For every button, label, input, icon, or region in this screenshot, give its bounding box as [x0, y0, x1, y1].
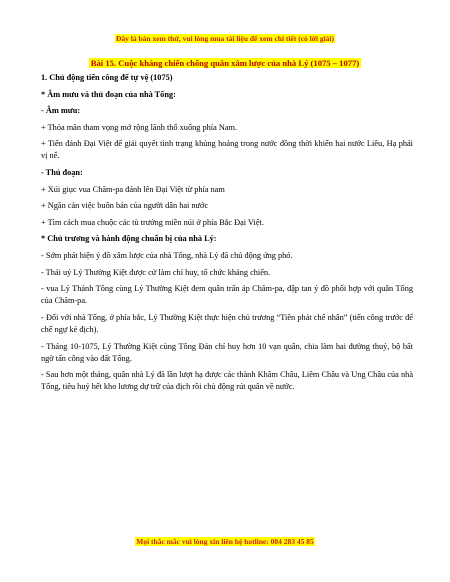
paragraph: - Tháng 10-1075, Lý Thường Kiệt cùng Tông Đản chỉ huy hơn 10 vạn quân, chia làm hai đường thuỷ, bộ bất ngờ tấn công vào đất Tống.: [41, 341, 413, 363]
paragraph: - vua Lý Thánh Tông cùng Lý Thường Kiệt đem quân trấn áp Chăm-pa, đập tan ý đồ phối hợp với quân Tống của Chăm-pa.: [41, 284, 413, 306]
paragraph: - Đối với nhà Tống, ở phía bắc, Lý Thường Kiệt thực hiện chủ trương “Tiên phát chế nhân” (tiến công trước để chế ngự kẻ địch).: [41, 312, 413, 334]
paragraph: + Xúi giục vua Chăm-pa đánh lên Đại Việt từ phía nam: [41, 184, 225, 194]
heading-ly-preparation: * Chủ trương và hành động chuẩn bị của nhà Lý:: [41, 234, 217, 244]
paragraph: + Tiến đánh Đại Việt để giải quyết tình trạng khủng hoảng trong nước đồng thời khiến hai nước Liêu, Hạ phải vị nể.: [41, 139, 413, 161]
paragraph: + Thỏa mãn tham vọng mở rộng lãnh thổ xuống phía Nam.: [41, 122, 238, 132]
lesson-title: [0, 58, 450, 68]
document-body: [41, 72, 413, 398]
paragraph: - Thái uý Lý Thường Kiệt được cử làm chỉ huy, tổ chức kháng chiến.: [41, 267, 271, 277]
heading-song-plot: * Âm mưu và thủ đoạn của nhà Tống:: [41, 89, 176, 99]
preview-notice-text: Đây là bản xem thử, vui lòng mua tài liệu để xem chi tiết (có lời giải): [115, 34, 335, 43]
paragraph: + Ngăn cản việc buôn bán của người dân hai nước: [41, 201, 209, 211]
hotline-text: Mọi thắc mắc vui lòng xin liên hệ hotline: 084 283 45 85: [136, 537, 314, 546]
lesson-title-text: Bài 15. Cuộc kháng chiến chống quân xâm lược của nhà Lý (1075 – 1077): [90, 58, 360, 68]
heading-plot: - Âm mưu:: [41, 106, 81, 116]
paragraph: + Tìm cách mua chuộc các tù trưởng miền núi ở phía Bắc Đại Việt.: [41, 217, 264, 227]
paragraph: - Sau hơn một tháng, quân nhà Lý đã lần lượt hạ được các thành Khâm Châu, Liêm Châu và Ung Châu của nhà Tống, tiêu huỷ hết kho lương dự trữ của địch rồi chủ động rút quân về nước.: [41, 370, 413, 392]
heading-tactics: - Thủ đoạn:: [41, 168, 83, 178]
paragraph: - Sớm phát hiện ý đồ xâm lược của nhà Tống, nhà Lý đã chủ động ứng phó.: [41, 251, 293, 261]
heading-section-1: 1. Chủ động tiến công để tự vệ (1075): [41, 73, 173, 82]
hotline-banner: [0, 537, 450, 546]
preview-notice-banner: [0, 34, 450, 43]
